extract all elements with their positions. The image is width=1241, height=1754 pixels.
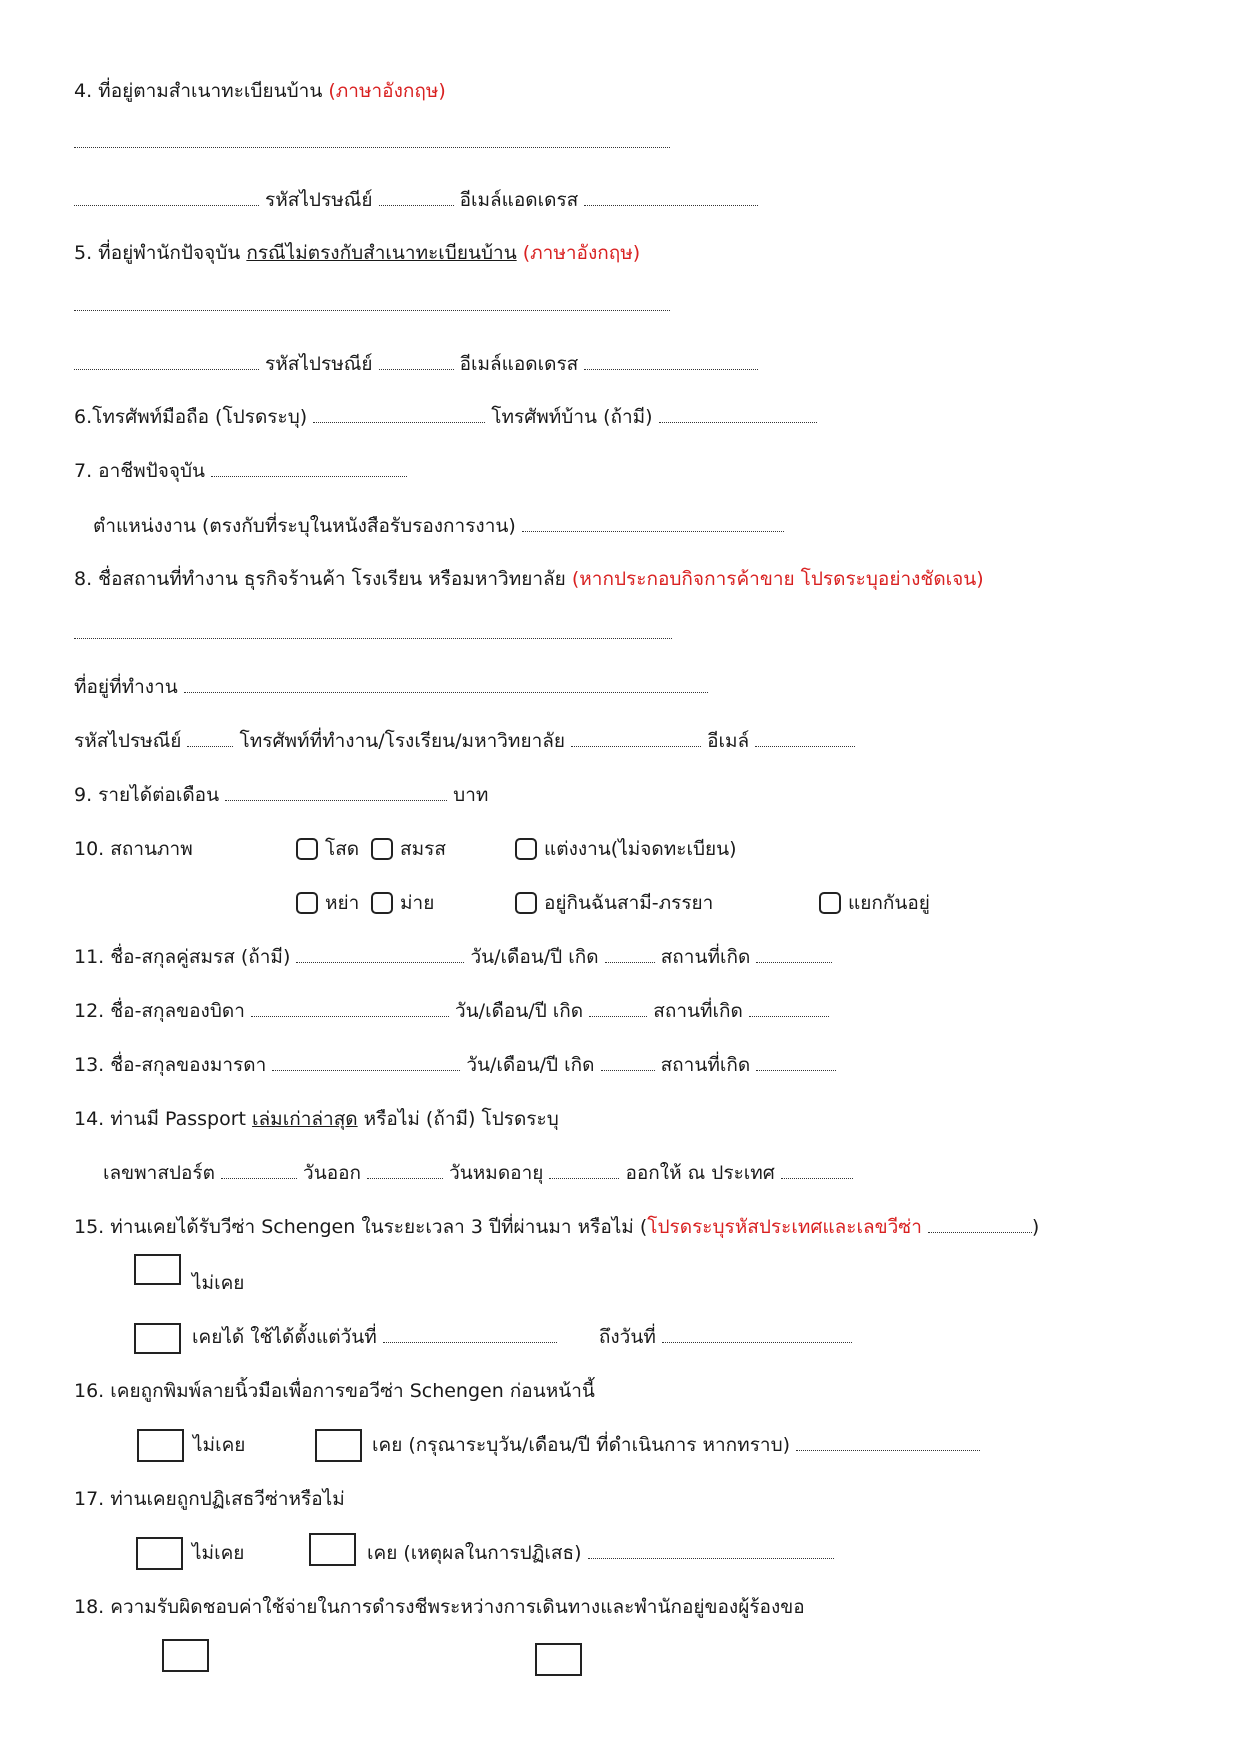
q8-address-row: ที่อยู่ที่ทำงาน [74,675,708,699]
q15-yes-row: เคยได้ ใช้ได้ตั้งแต่วันที่ ถึงวันที่ [192,1325,852,1349]
passport-country-field[interactable] [781,1163,853,1179]
status-unregistered-option[interactable]: แต่งงาน(ไม่จดทะเบียน) [515,837,737,861]
status-single-option[interactable]: โสด [296,837,359,861]
checkbox-icon[interactable] [515,892,537,914]
q15-never-checkbox[interactable] [134,1254,181,1285]
q5-address-line[interactable] [74,293,670,317]
checkbox-icon[interactable] [515,838,537,860]
checkbox-icon[interactable] [371,838,393,860]
q8-contact-row: รหัสไปรษณีย์ โทรศัพท์ที่ทำงาน/โรงเรียน/มหาวิทยาลัย อีเมล์ [74,729,855,753]
q18-option-1-checkbox[interactable] [162,1639,209,1672]
spouse-pob-field[interactable] [756,947,832,963]
income-field[interactable] [225,785,447,801]
q5-address-field[interactable] [74,354,259,370]
q14-passport-row: เลขพาสปอร์ต วันออก วันหมดอายุ ออกให้ ณ ประเทศ [103,1161,853,1185]
q8-heading: 8. ชื่อสถานที่ทำงาน ธุรกิจร้านค้า โรงเรียน หรือมหาวิทยาลัย (หากประกอบกิจการค้าขาย โปรดระบุอย่างชัดเจน) [74,568,984,590]
q4-postcode-field[interactable] [379,190,454,206]
work-postcode-field[interactable] [187,731,233,747]
q4-email-field[interactable] [584,190,758,206]
q17-yes-row: เคย (เหตุผลในการปฏิเสธ) [367,1541,834,1565]
q4-postcode-email-row: รหัสไปรษณีย์ อีเมล์แอดเดรส [74,188,758,212]
status-widowed-option[interactable]: ม่าย [371,891,434,915]
q17-reason-field[interactable] [588,1543,834,1559]
mother-pob-field[interactable] [756,1055,836,1071]
work-phone-field[interactable] [571,731,701,747]
q9-row: 9. รายได้ต่อเดือน บาท [74,784,489,806]
q15-heading: 15. ท่านเคยได้รับวีซ่า Schengen ในระยะเวลา 3 ปีที่ผ่านมา หรือไม่ (โปรดระบุรหัสประเทศและเลขวีซ่า ) [74,1216,1040,1238]
q16-date-field[interactable] [796,1435,980,1451]
q17-yes-checkbox[interactable] [309,1533,356,1566]
father-pob-field[interactable] [749,1001,829,1017]
work-address-field[interactable] [184,677,708,693]
q18-heading: 18. ความรับผิดชอบค่าใช้จ่ายในการดำรงชีพระหว่างการเดินทางและพำนักอยู่ของผู้ร้องขอ [74,1596,805,1618]
q16-yes-checkbox[interactable] [315,1429,362,1462]
q7-row: 7. อาชีพปัจจุบัน [74,459,407,483]
q5-heading: 5. ที่อยู่พำนักปัจจุบัน กรณีไม่ตรงกับสำเนาทะเบียนบ้าน (ภาษาอังกฤษ) [74,242,641,264]
schengen-visa-no-field[interactable] [928,1217,1032,1233]
status-cohabiting-option[interactable]: อยู่กินฉันสามี-ภรรยา [515,891,713,915]
q16-never-label: ไม่เคย [193,1434,246,1456]
q17-heading: 17. ท่านเคยถูกปฏิเสธวีซ่าหรือไม่ [74,1488,345,1510]
father-name-field[interactable] [251,1001,449,1017]
passport-expiry-field[interactable] [549,1163,619,1179]
q5-postcode-field[interactable] [379,354,454,370]
q4-address-line[interactable] [74,130,670,154]
checkbox-icon[interactable] [819,892,841,914]
checkbox-icon[interactable] [296,892,318,914]
father-dob-field[interactable] [589,1001,647,1017]
q15-from-date-field[interactable] [383,1327,557,1343]
q5-postcode-email-row: รหัสไปรษณีย์ อีเมล์แอดเดรส [74,352,758,376]
q17-never-checkbox[interactable] [136,1537,183,1570]
status-married-option[interactable]: สมรส [371,837,446,861]
q11-row: 11. ชื่อ-สกุลคู่สมรส (ถ้ามี) วัน/เดือน/ปี เกิด สถานที่เกิด [74,945,832,969]
occupation-field[interactable] [211,461,407,477]
q15-yes-checkbox[interactable] [134,1323,181,1354]
home-phone-field[interactable] [659,407,817,423]
q15-never-label: ไม่เคย [192,1272,245,1294]
q5-email-field[interactable] [584,354,758,370]
q6-row: 6.โทรศัพท์มือถือ (โปรดระบุ) โทรศัพท์บ้าน (ถ้ามี) [74,405,817,429]
checkbox-icon[interactable] [371,892,393,914]
q16-never-checkbox[interactable] [137,1429,184,1462]
q16-yes-row: เคย (กรุณาระบุวัน/เดือน/ปี ที่ดำเนินการ หากทราบ) [372,1433,980,1457]
q14-heading: 14. ท่านมี Passport เล่มเก่าล่าสุด หรือไม่ (ถ้ามี) โปรดระบุ [74,1108,559,1130]
q7-position-row: ตำแหน่งงาน (ตรงกับที่ระบุในหนังสือรับรองการงาน) [93,514,784,538]
checkbox-icon[interactable] [296,838,318,860]
q4-address-field[interactable] [74,190,259,206]
status-separated-option[interactable]: แยกกันอยู่ [819,891,930,915]
spouse-name-field[interactable] [296,947,464,963]
work-email-field[interactable] [755,731,855,747]
q8-workplace-line[interactable] [74,621,672,645]
mother-dob-field[interactable] [601,1055,655,1071]
q16-heading: 16. เคยถูกพิมพ์ลายนิ้วมือเพื่อการขอวีซ่า Schengen ก่อนหน้านี้ [74,1380,595,1402]
q10-label: 10. สถานภาพ [74,838,193,860]
mother-name-field[interactable] [272,1055,460,1071]
q15-to-date-field[interactable] [662,1327,852,1343]
mobile-phone-field[interactable] [313,407,485,423]
q4-heading: 4. ที่อยู่ตามสำเนาทะเบียนบ้าน (ภาษาอังกฤษ) [74,80,446,102]
status-divorced-option[interactable]: หย่า [296,891,359,915]
q18-option-2-checkbox[interactable] [535,1643,582,1676]
position-field[interactable] [522,516,784,532]
q17-never-label: ไม่เคย [192,1542,245,1564]
passport-issued-field[interactable] [367,1163,443,1179]
spouse-dob-field[interactable] [605,947,655,963]
passport-no-field[interactable] [221,1163,297,1179]
q13-row: 13. ชื่อ-สกุลของมารดา วัน/เดือน/ปี เกิด สถานที่เกิด [74,1053,836,1077]
q12-row: 12. ชื่อ-สกุลของบิดา วัน/เดือน/ปี เกิด สถานที่เกิด [74,999,829,1023]
